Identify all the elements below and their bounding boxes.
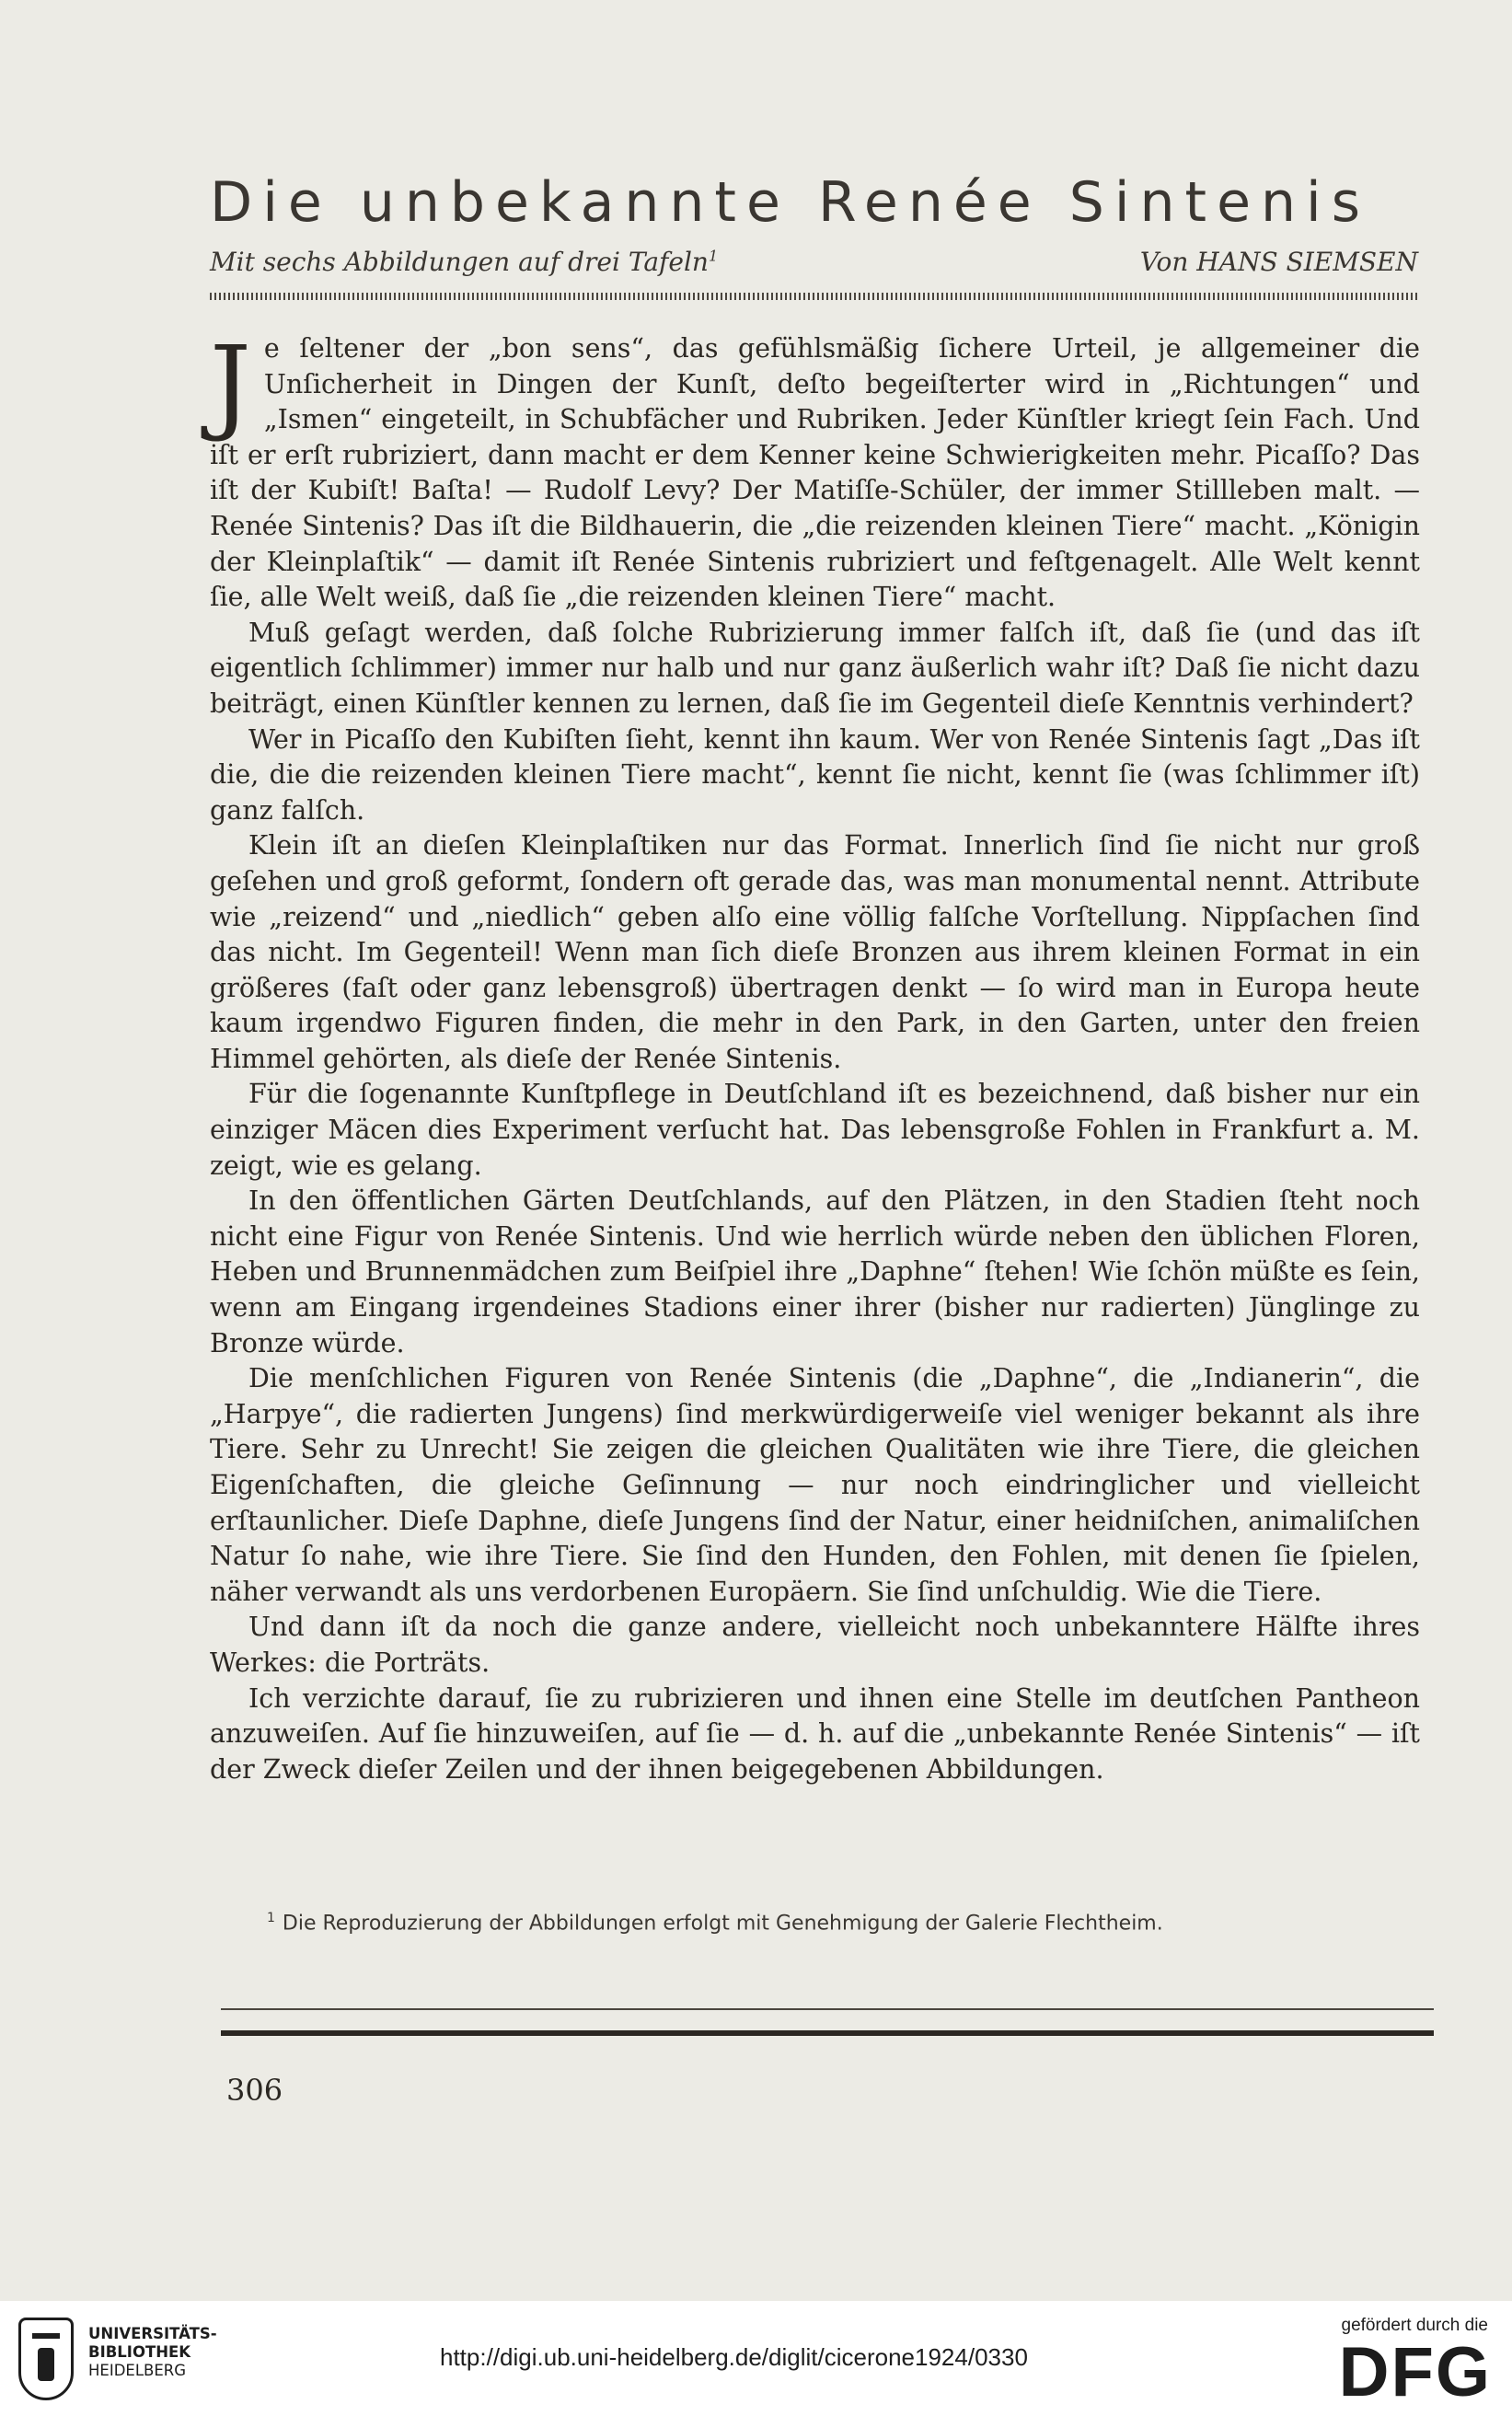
divider-thick [221,2030,1434,2036]
subtitle-text: Mit sechs Abbildungen auf drei Tafeln [210,247,709,277]
article-author: Von HANS SIEMSEN [1139,247,1418,277]
footnote [267,1911,1417,1935]
footnote-number: 1 [267,1911,275,1925]
article-subtitle [210,247,718,277]
paragraph: Wer in Picaſſo den Kubiſten ſieht, kennt ihn kaum. Wer von Renée Sintenis ſagt „Das iſt die, die die reizenden kleinen Tiere macht“, kennt ſie nicht, kennt ſie (was ſchlimmer iſt) ganz falſch. [210,723,1420,826]
funding-caption: gefördert durch die [1341,2316,1488,2335]
paragraph [210,325,1420,616]
institution-line: HEIDELBERG [88,2362,187,2379]
paragraph: Klein iſt an dieſen Kleinplaſtiken nur das Format. Innerlich ſind ſie nicht nur groß geſehen und groß geformt, ſondern oft gerade das, was man monumental nennt. Attribute wie „reizend“ und „niedlich“ geben alſo eine völlig falſche Vorſtellung. Nippſachen ſind das nicht. Im Gegenteil! Wenn man ſich dieſe Bronzen aus ihrem kleinen Format in ein größeres (faſt oder ganz lebensgroß) übertragen denkt — ſo wird man in Europa heute kaum irgendwo Figuren finden, die mehr in den Park, in den Garten, unter den freien Himmel gehörten, als dieſe der Renée Sintenis. [210,830,1420,1074]
institution-name [88,2325,217,2380]
paragraph: In den öffentlichen Gärten Deutſchlands, auf den Plätzen, in den Stadien ſteht noch nicht eine Figur von Renée Sintenis. Und wie herrlich würde neben den üblichen Floren, Heben und Brunnenmädchen zum Beiſpiel ihre „Daphne“ ſtehen! Wie ſchön müßte es ſein, wenn am Eingang irgendeines Stadions einer ihrer (bisher nur radierten) Jünglinge zu Bronze würde. [210,1185,1420,1358]
footnote-marker: 1 [708,247,719,265]
page-number: 306 [226,2073,283,2108]
divider-thin [221,2008,1434,2010]
paragraph: Die menſchlichen Figuren von Renée Sintenis (die „Daphne“, die „Indianerin“, die „Harpye“, die radierten Jungens) ſind merkwürdigerweiſe viel weniger bekannt als ihre Tiere. Sehr zu Unrecht! Sie zeigen die gleichen Qualitäten wie ihre Tiere, die gleichen Eigenſchaften, die gleiche Geſinnung — nur noch eindringlicher und vielleicht erſtaunlicher. Dieſe Daphne, dieſe Jungens ſind der Natur, einer heidniſchen, animaliſchen Natur ſo nahe, wie ihre Tiere. Sie ſind den Hunden, den Fohlen, mit denen ſie ſpielen, näher verwandt als uns verdorbenen Europäern. Sie ſind unſchuldig. Wie die Tiere. [210,1363,1420,1607]
dotted-divider [210,293,1418,300]
dfg-logo: DFG [1338,2333,1492,2411]
paragraph: Ich verzichte darauf, ſie zu rubrizieren und ihnen eine Stelle im deutſchen Pantheon anzuweiſen. Auf ſie hinzuweiſen, auf ſie — d. h. auf die „unbekannte Renée Sintenis“ — iſt der Zweck dieſer Zeilen und der ihnen beigegebenen Abbildungen. [210,1682,1420,1785]
footnote-text: Die Reproduzierung der Abbildungen erfolgt mit Genehmigung der Galerie Flechtheim. [282,1912,1163,1936]
institution-line: BIBLIOTHEK [88,2343,191,2361]
institution-line: UNIVERSITÄTS- [88,2325,217,2342]
paragraph: Muß geſagt werden, daß ſolche Rubrizierung immer falſch iſt, daß ſie (und das iſt eigentlich ſchlimmer) immer nur halb und nur ganz äußerlich wahr iſt? Daß ſie nicht dazu beiträgt, einen Künſtler kennen zu lernen, daß ſie im Gegenteil dieſe Kenntnis verhindert? [210,617,1420,719]
drop-cap: J [210,325,251,445]
university-seal-icon [18,2318,74,2400]
paragraph-text: e ſeltener der „bon sens“, das gefühlsmäßig ſichere Urteil, je allgemeiner die Unſicherheit in Dingen der Kunſt, deſto begeiſterter wird in „Richtungen“ und „Ismen“ eingeteilt, in Schubfächer und Rubriken. Jeder Künſtler kriegt ſein Fach. Und iſt er erſt rubriziert, dann macht er dem Kenner keine Schwierigkeiten mehr. Picaſſo? Das iſt der Kubiſt! Baſta! — Rudolf Levy? Der Matiſſe-Schüler, der immer Stillleben malt. — Renée Sintenis? Das iſt die Bildhauerin, die „die reizenden kleinen Tiere“ macht. „Königin der Kleinplaſtik“ — damit iſt Renée Sintenis rubriziert und feſtgenagelt. Alle Welt kennt ſie, alle Welt weiß, daß ſie „die reizenden kleinen Tiere“ macht. [210,333,1420,613]
paragraph: Für die ſogenannte Kunſtpflege in Deutſchland iſt es bezeichnend, daß bisher nur ein einziger Mäcen dies Experiment verſucht hat. Das lebensgroße Fohlen in Frankfurt a. M. zeigt, wie es gelang. [210,1079,1420,1181]
article-title: Die unbekannte Renée Sintenis [210,170,1370,235]
paragraph: Und dann iſt da noch die ganze andere, vielleicht noch unbekanntere Hälfte ihres Werkes: die Porträts. [210,1612,1420,1678]
digitization-footer [0,2301,1512,2416]
source-url-link[interactable]: http://digi.ub.uni-heidelberg.de/diglit/cicerone1924/0330 [440,2343,1028,2371]
article-body [210,325,1420,1787]
